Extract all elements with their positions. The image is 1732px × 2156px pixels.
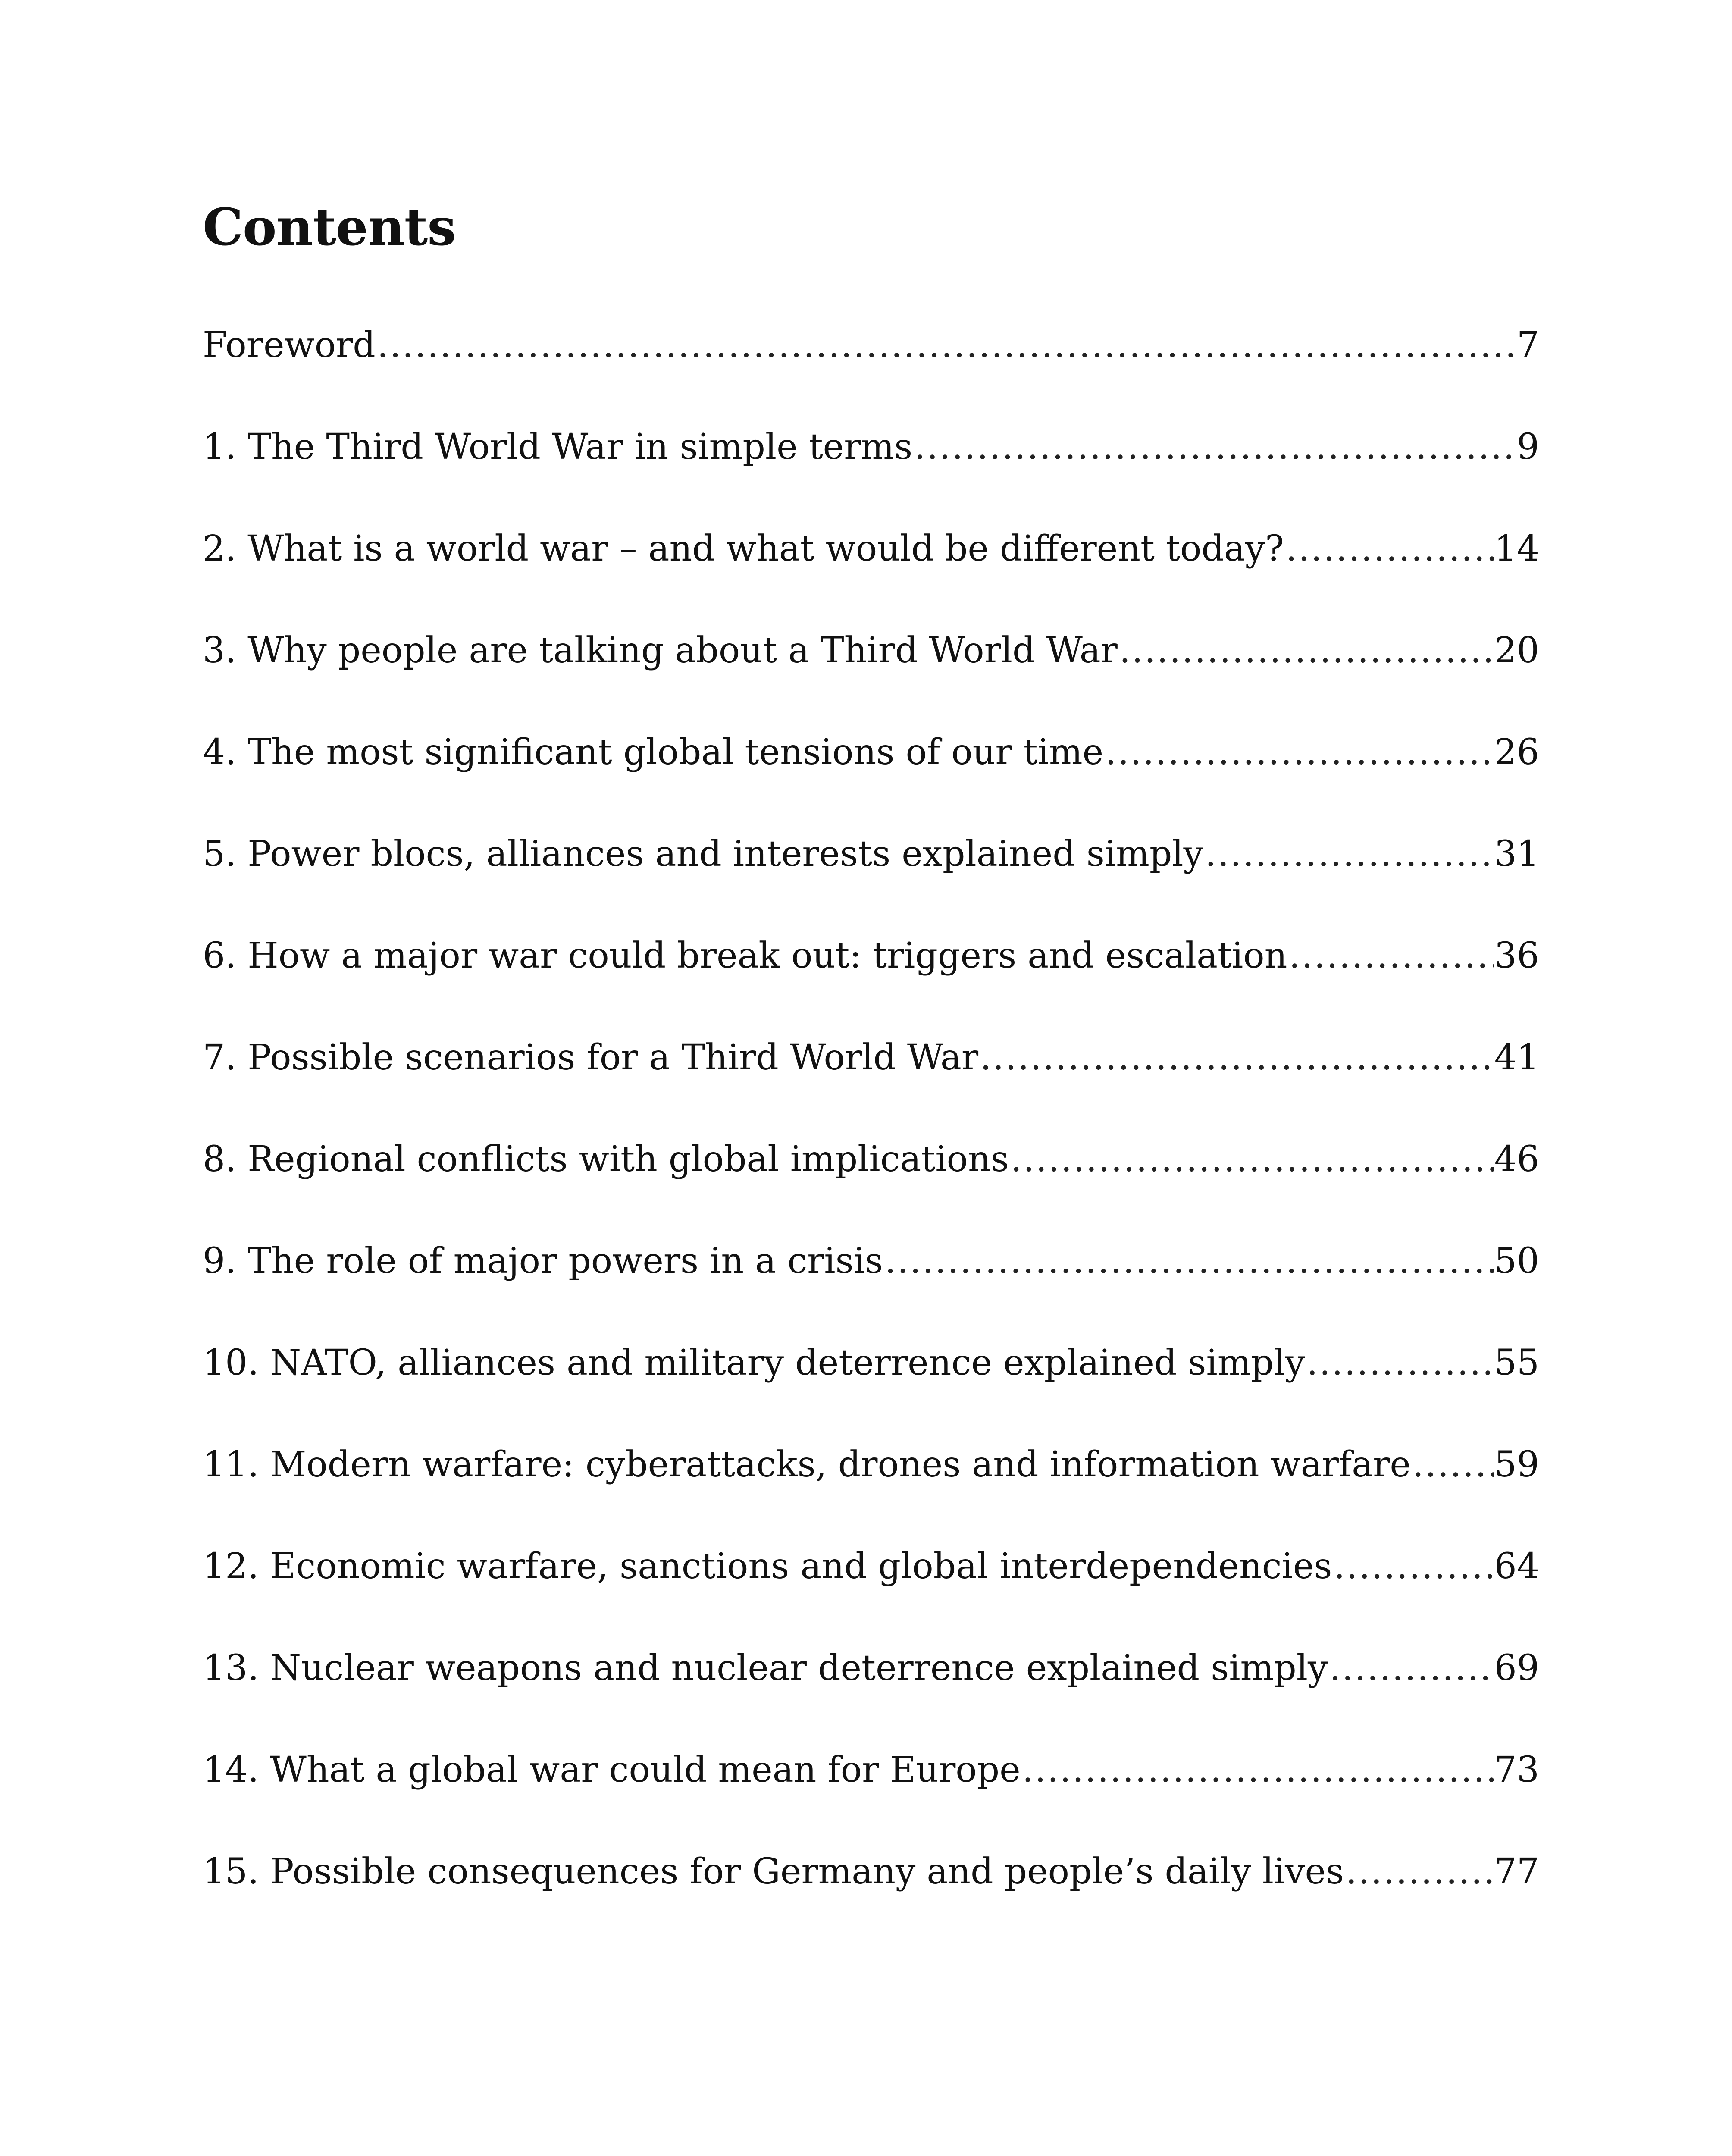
- toc-dot-leader: [1344, 1854, 1494, 1890]
- toc-page-number: 46: [1494, 1139, 1539, 1180]
- toc-entry-title: 15. Possible consequences for Germany and people’s daily lives: [203, 1851, 1344, 1892]
- toc-entry-title: Foreword: [203, 325, 376, 366]
- page-title: Contents: [203, 197, 456, 257]
- toc-dot-leader: [1118, 633, 1494, 668]
- toc-dot-leader: [1203, 837, 1494, 872]
- toc-entry: [203, 732, 1539, 837]
- toc-entry-title: 10. NATO, alliances and military deterrence explained simply: [203, 1342, 1305, 1383]
- toc-entry-title: 1. The Third World War in simple terms: [203, 426, 913, 467]
- toc-dot-leader: [1328, 1651, 1494, 1686]
- toc-dot-leader: [1284, 531, 1494, 567]
- toc-entry-title: 11. Modern warfare: cyberattacks, drones and information warfare: [203, 1444, 1411, 1485]
- toc-entry-title: 4. The most significant global tensions of our time: [203, 732, 1104, 773]
- toc-dot-leader: [1009, 1142, 1494, 1177]
- toc-entry: [203, 834, 1539, 938]
- toc-dot-leader: [1411, 1447, 1494, 1482]
- toc-dot-leader: [912, 429, 1517, 465]
- toc-entry-title: 6. How a major war could break out: triggers and escalation: [203, 935, 1287, 976]
- toc-dot-leader: [1103, 735, 1494, 770]
- toc-page-number: 7: [1516, 325, 1539, 366]
- toc-page-number: 31: [1494, 834, 1539, 874]
- toc-entry: [203, 1241, 1539, 1345]
- toc-entry: [203, 426, 1539, 531]
- toc-entry-title: 8. Regional conflicts with global implications: [203, 1139, 1009, 1180]
- toc-dot-leader: [1287, 938, 1494, 974]
- toc-page-number: 77: [1494, 1851, 1539, 1892]
- toc-entry: [203, 325, 1539, 429]
- toc-dot-leader: [376, 328, 1517, 363]
- toc-dot-leader: [1021, 1752, 1494, 1788]
- table-of-contents: [203, 325, 1539, 1956]
- toc-entry: [203, 935, 1539, 1040]
- toc-entry-title: 7. Possible scenarios for a Third World War: [203, 1037, 979, 1078]
- toc-entry-title: 2. What is a world war – and what would be different today?: [203, 528, 1284, 569]
- toc-entry: [203, 1648, 1539, 1752]
- toc-page-number: 26: [1494, 732, 1539, 773]
- toc-entry-title: 13. Nuclear weapons and nuclear deterrence explained simply: [203, 1648, 1328, 1689]
- toc-entry: [203, 1342, 1539, 1447]
- toc-dot-leader: [1332, 1549, 1494, 1584]
- toc-entry-title: 9. The role of major powers in a crisis: [203, 1241, 883, 1282]
- toc-dot-leader: [978, 1040, 1494, 1075]
- toc-page-number: 36: [1494, 935, 1539, 976]
- toc-entry: [203, 1037, 1539, 1142]
- toc-entry-title: 5. Power blocs, alliances and interests explained simply: [203, 834, 1203, 874]
- toc-page-number: 41: [1494, 1037, 1539, 1078]
- toc-entry: [203, 528, 1539, 633]
- toc-entry-title: 12. Economic warfare, sanctions and global interdependencies: [203, 1546, 1332, 1587]
- toc-entry-title: 14. What a global war could mean for Europe: [203, 1749, 1021, 1790]
- toc-entry: [203, 1444, 1539, 1549]
- toc-page-number: 20: [1494, 630, 1539, 671]
- toc-page-number: 55: [1494, 1342, 1539, 1383]
- toc-page-number: 59: [1494, 1444, 1539, 1485]
- toc-dot-leader: [883, 1244, 1494, 1279]
- toc-entry: [203, 1546, 1539, 1651]
- toc-page-number: 14: [1494, 528, 1539, 569]
- toc-entry: [203, 630, 1539, 735]
- toc-page-number: 64: [1494, 1546, 1539, 1587]
- toc-entry-title: 3. Why people are talking about a Third World War: [203, 630, 1118, 671]
- toc-page-number: 69: [1494, 1648, 1539, 1689]
- toc-page-number: 50: [1494, 1241, 1539, 1282]
- toc-entry: [203, 1749, 1539, 1854]
- toc-dot-leader: [1305, 1345, 1494, 1381]
- toc-page-number: 73: [1494, 1749, 1539, 1790]
- toc-page-number: 9: [1516, 426, 1539, 467]
- toc-entry: [203, 1851, 1539, 1956]
- toc-entry: [203, 1139, 1539, 1244]
